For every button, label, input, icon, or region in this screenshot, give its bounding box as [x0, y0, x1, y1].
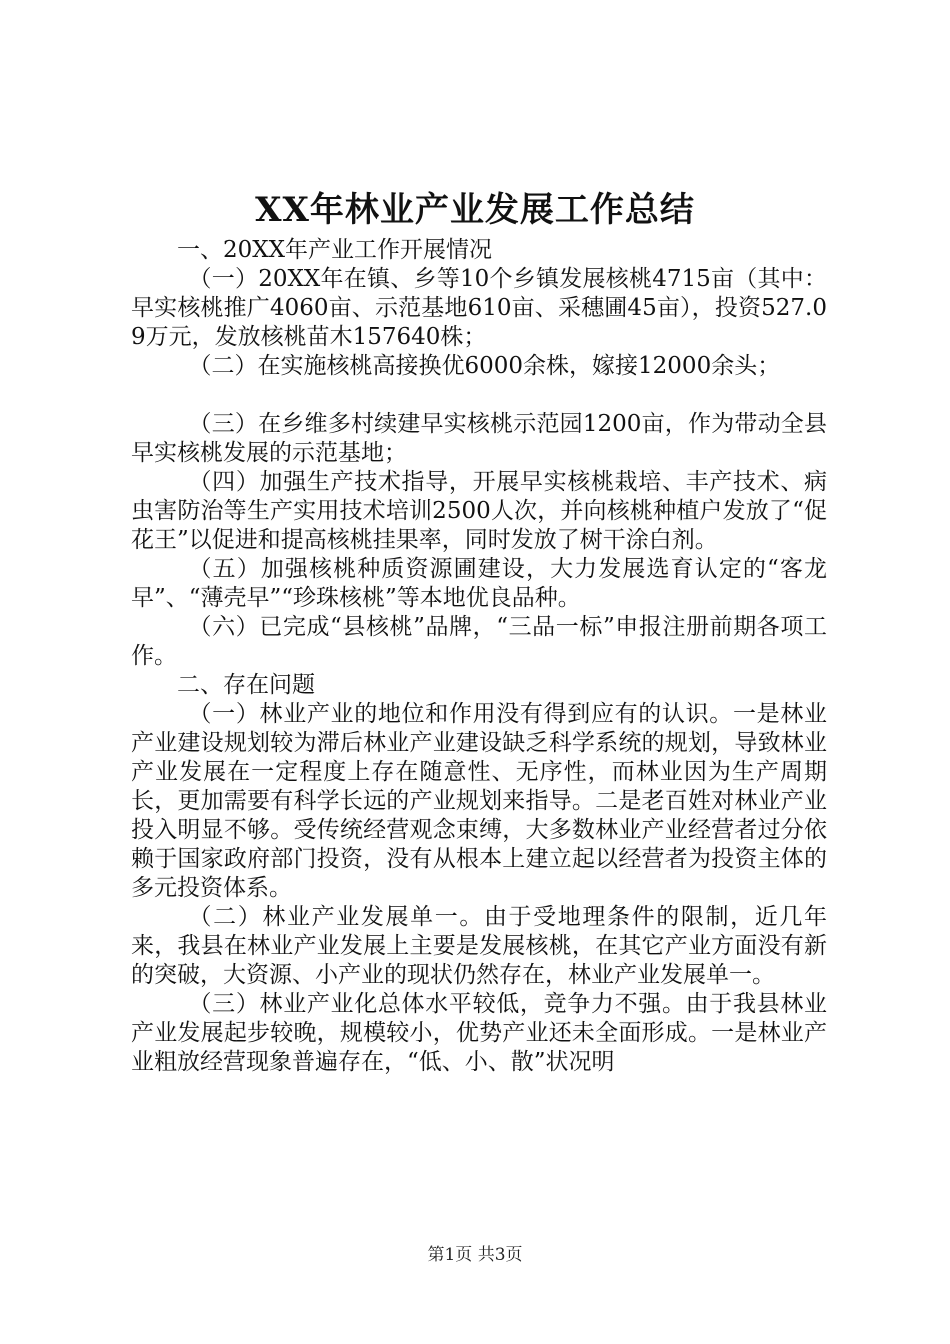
paragraph-1-3: （三）在乡维多村续建早实核桃示范园1200亩，作为带动全县早实核桃发展的示范基地；: [131, 411, 827, 466]
page-footer: 第1页 共3页: [427, 1245, 523, 1265]
section-heading-1: 一、20XX年产业工作开展情况: [177, 237, 493, 263]
document-title: XX年林业产业发展工作总结: [255, 190, 695, 230]
blank-line: [131, 381, 827, 410]
paragraph-1-4: （四）加强生产技术指导，开展早实核桃栽培、丰产技术、病虫害防治等生产实用技术培训2500人次，并向核桃种植户发放了“促花王”以促进和提高核桃挂果率，同时发放了树干涂白剂。: [131, 469, 827, 553]
paragraph-2-1: （一）林业产业的地位和作用没有得到应有的认识。一是林业产业建设规划较为滞后林业产业建设缺乏科学系统的规划，导致林业产业发展在一定程度上存在随意性、无序性，而林业因为生产周期长，更加需要有科学长远的产业规划来指导。二是老百姓对林业产业投入明显不够。受传统经营观念束缚，大多数林业产业经营者过分依赖于国家政府部门投资，没有从根本上建立起以经营者为投资主体的多元投资体系。: [131, 701, 827, 901]
paragraph-2-2: （二）林业产业发展单一。由于受地理条件的限制，近几年来，我县在林业产业发展上主要是发展核桃，在其它产业方面没有新的突破，大资源、小产业的现状仍然存在，林业产业发展单一。: [131, 904, 827, 988]
paragraph-1-5: （五）加强核桃种质资源圃建设，大力发展选育认定的“客龙早”、“薄壳早”“珍珠核桃”等本地优良品种。: [131, 556, 827, 611]
document-body: [131, 236, 827, 1077]
paragraph-1-2: （二）在实施核桃高接换优6000余株，嫁接12000余头；: [188, 353, 781, 379]
paragraph-1-6: （六）已完成“县核桃”品牌，“三品一标”申报注册前期各项工作。: [131, 614, 827, 669]
paragraph-1-1: （一）20XX年在镇、乡等10个乡镇发展核桃4715亩（其中：早实核桃推广4060亩、示范基地610亩、采穗圃45亩），投资527.09万元，发放核桃苗木157640株；: [131, 266, 827, 350]
paragraph-2-3: （三）林业产业化总体水平较低，竞争力不强。由于我县林业产业发展起步较晚，规模较小，优势产业还未全面形成。一是林业产业粗放经营现象普遍存在，“低、小、散”状况明: [131, 991, 827, 1075]
section-heading-2: 二、存在问题: [177, 672, 315, 698]
